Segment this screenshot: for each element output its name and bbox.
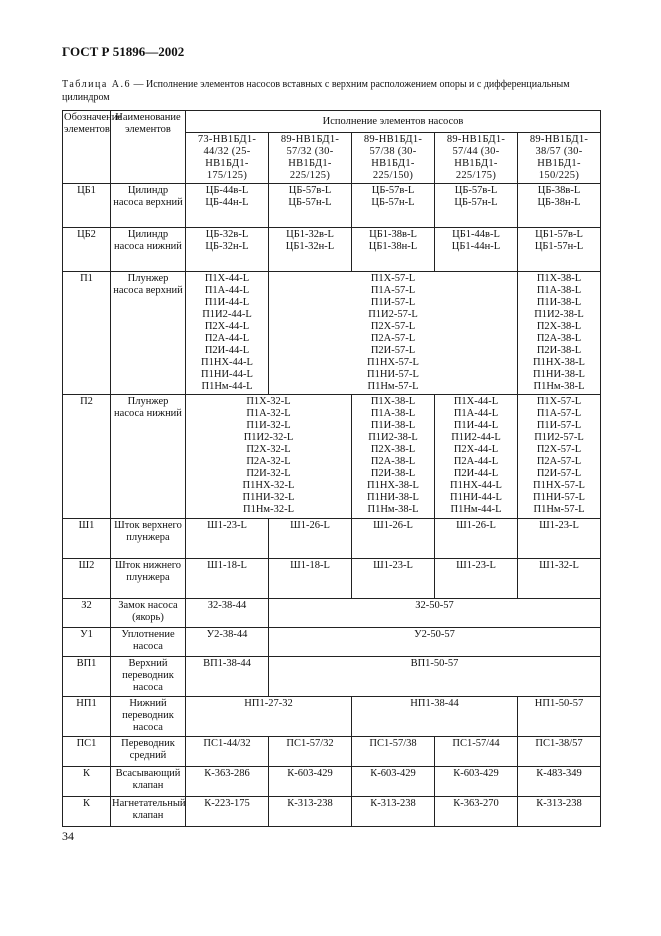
row-code: У1 bbox=[63, 628, 111, 657]
cell: З2-38-44 bbox=[186, 599, 269, 628]
cell: Ш1-23-L bbox=[518, 519, 601, 559]
row-name: Всасывающий клапан bbox=[111, 767, 186, 797]
cell: Ш1-18-L bbox=[186, 559, 269, 599]
cell: НП1-50-57 bbox=[518, 697, 601, 737]
cell: К-603-429 bbox=[269, 767, 352, 797]
row-code: К bbox=[63, 767, 111, 797]
cell: Ш1-26-L bbox=[269, 519, 352, 559]
cell: Ш1-23-L bbox=[352, 559, 435, 599]
row-name: Плунжер насоса нижний bbox=[111, 395, 186, 519]
col-designation-header: Обозначение элементов bbox=[63, 111, 111, 184]
row-code: П2 bbox=[63, 395, 111, 519]
pump-elements-table bbox=[62, 110, 601, 827]
table-row bbox=[63, 797, 601, 827]
row-name: Замок насоса (якорь) bbox=[111, 599, 186, 628]
cell: П1Х-44-L П1А-44-L П1И-44-L П1И2-44-L П2Х-44-L П2А-44-L П2И-44-L П1НХ-44-L П1НИ-44-L П1Нм-44-L bbox=[435, 395, 518, 519]
row-name: Цилиндр насоса верхний bbox=[111, 184, 186, 228]
caption-text: — Исполнение элементов насосов вставных с верхним расположением опоры и с дифференциальным цилиндром bbox=[62, 79, 570, 103]
table-row bbox=[63, 519, 601, 559]
cell: ЦБ-57в-L ЦБ-57н-L bbox=[269, 184, 352, 228]
cell: Ш1-26-L bbox=[352, 519, 435, 559]
row-name: Шток верхнего плунжера bbox=[111, 519, 186, 559]
cell: Ш1-32-L bbox=[518, 559, 601, 599]
table-row bbox=[63, 559, 601, 599]
pump-type-header: 89-НВ1БД1-57/44 (30-НВ1БД1-225/175) bbox=[435, 133, 518, 184]
cell: К-363-270 bbox=[435, 797, 518, 827]
row-code: ЦБ2 bbox=[63, 228, 111, 272]
cell: ЦБ-38в-L ЦБ-38н-L bbox=[518, 184, 601, 228]
row-name: Верхний переводник насоса bbox=[111, 657, 186, 697]
cell: П1Х-57-L П1А-57-L П1И-57-L П1И2-57-L П2Х-57-L П2А-57-L П2И-57-L П1НХ-57-L П1НИ-57-L П1Нм-57-L bbox=[518, 395, 601, 519]
cell: Ш1-23-L bbox=[435, 559, 518, 599]
table-row bbox=[63, 697, 601, 737]
pump-type-header: 73-НВ1БД1-44/32 (25-НВ1БД1-175/125) bbox=[186, 133, 269, 184]
cell: К-483-349 bbox=[518, 767, 601, 797]
row-code: Ш1 bbox=[63, 519, 111, 559]
cell: ПС1-57/38 bbox=[352, 737, 435, 767]
cell: ЦБ-57в-L ЦБ-57н-L bbox=[352, 184, 435, 228]
row-code: П1 bbox=[63, 272, 111, 395]
cell: У2-38-44 bbox=[186, 628, 269, 657]
cell: НП1-27-32 bbox=[186, 697, 352, 737]
row-code: НП1 bbox=[63, 697, 111, 737]
cell: П1Х-38-L П1А-38-L П1И-38-L П1И2-38-L П2Х-38-L П2А-38-L П2И-38-L П1НХ-38-L П1НИ-38-L П1Нм-38-L bbox=[518, 272, 601, 395]
cell: ЦБ1-32в-L ЦБ1-32н-L bbox=[269, 228, 352, 272]
row-name: Нагнетательный клапан bbox=[111, 797, 186, 827]
table-row bbox=[63, 628, 601, 657]
cell: П1Х-57-L П1А-57-L П1И-57-L П1И2-57-L П2Х-57-L П2А-57-L П2И-57-L П1НХ-57-L П1НИ-57-L П1Нм-57-L bbox=[269, 272, 518, 395]
table-row bbox=[63, 184, 601, 228]
cell: ЦБ1-38в-L ЦБ1-38н-L bbox=[352, 228, 435, 272]
cell: Ш1-23-L bbox=[186, 519, 269, 559]
cell: ЦБ1-44в-L ЦБ1-44н-L bbox=[435, 228, 518, 272]
row-code: ПС1 bbox=[63, 737, 111, 767]
cell: ПС1-38/57 bbox=[518, 737, 601, 767]
cell: ПС1-44/32 bbox=[186, 737, 269, 767]
table-row bbox=[63, 272, 601, 395]
table-row bbox=[63, 599, 601, 628]
page-number: 34 bbox=[62, 829, 74, 843]
row-code: З2 bbox=[63, 599, 111, 628]
cell: ВП1-50-57 bbox=[269, 657, 601, 697]
cell: К-603-429 bbox=[352, 767, 435, 797]
table-row bbox=[63, 657, 601, 697]
cell: ПС1-57/44 bbox=[435, 737, 518, 767]
table-row bbox=[63, 767, 601, 797]
cell: НП1-38-44 bbox=[352, 697, 518, 737]
cell: К-313-238 bbox=[518, 797, 601, 827]
pump-type-header: 89-НВ1БД1-57/38 (30-НВ1БД1-225/150) bbox=[352, 133, 435, 184]
cell: У2-50-57 bbox=[269, 628, 601, 657]
cell: ЦБ-44в-L ЦБ-44н-L bbox=[186, 184, 269, 228]
cell: К-313-238 bbox=[352, 797, 435, 827]
col-group-header: Исполнение элементов насосов bbox=[186, 111, 601, 133]
pump-type-header: 89-НВ1БД1-57/32 (30-НВ1БД1-225/125) bbox=[269, 133, 352, 184]
cell: Ш1-26-L bbox=[435, 519, 518, 559]
table-row bbox=[63, 228, 601, 272]
standard-header: ГОСТ Р 51896—2002 bbox=[62, 44, 185, 59]
cell: ЦБ-32в-L ЦБ-32н-L bbox=[186, 228, 269, 272]
cell: П1Х-44-L П1А-44-L П1И-44-L П1И2-44-L П2Х-44-L П2А-44-L П2И-44-L П1НХ-44-L П1НИ-44-L П1Нм-44-L bbox=[186, 272, 269, 395]
row-name: Плунжер насоса верхний bbox=[111, 272, 186, 395]
cell: З2-50-57 bbox=[269, 599, 601, 628]
row-code: К bbox=[63, 797, 111, 827]
row-code: Ш2 bbox=[63, 559, 111, 599]
table-row bbox=[63, 737, 601, 767]
row-name: Цилиндр насоса нижний bbox=[111, 228, 186, 272]
cell: ПС1-57/32 bbox=[269, 737, 352, 767]
cell: К-223-175 bbox=[186, 797, 269, 827]
cell: П1Х-32-L П1А-32-L П1И-32-L П1И2-32-L П2Х-32-L П2А-32-L П2И-32-L П1НХ-32-L П1НИ-32-L П1Нм-32-L bbox=[186, 395, 352, 519]
col-name-header: Наименование элементов bbox=[111, 111, 186, 184]
row-name: Уплотнение насоса bbox=[111, 628, 186, 657]
row-code: ВП1 bbox=[63, 657, 111, 697]
cell: П1Х-38-L П1А-38-L П1И-38-L П1И2-38-L П2Х-38-L П2А-38-L П2И-38-L П1НХ-38-L П1НИ-38-L П1Нм-38-L bbox=[352, 395, 435, 519]
cell: К-603-429 bbox=[435, 767, 518, 797]
row-name: Шток нижнего плунжера bbox=[111, 559, 186, 599]
cell: ВП1-38-44 bbox=[186, 657, 269, 697]
table-row bbox=[63, 395, 601, 519]
cell: ЦБ1-57в-L ЦБ1-57н-L bbox=[518, 228, 601, 272]
cell: К-313-238 bbox=[269, 797, 352, 827]
table-caption bbox=[62, 78, 602, 104]
caption-label: Таблица А.6 bbox=[62, 79, 131, 90]
cell: К-363-286 bbox=[186, 767, 269, 797]
pump-type-header: 89-НВ1БД1-38/57 (30-НВ1БД1-150/225) bbox=[518, 133, 601, 184]
row-code: ЦБ1 bbox=[63, 184, 111, 228]
cell: ЦБ-57в-L ЦБ-57н-L bbox=[435, 184, 518, 228]
row-name: Нижний переводник насоса bbox=[111, 697, 186, 737]
row-name: Переводник средний bbox=[111, 737, 186, 767]
cell: Ш1-18-L bbox=[269, 559, 352, 599]
